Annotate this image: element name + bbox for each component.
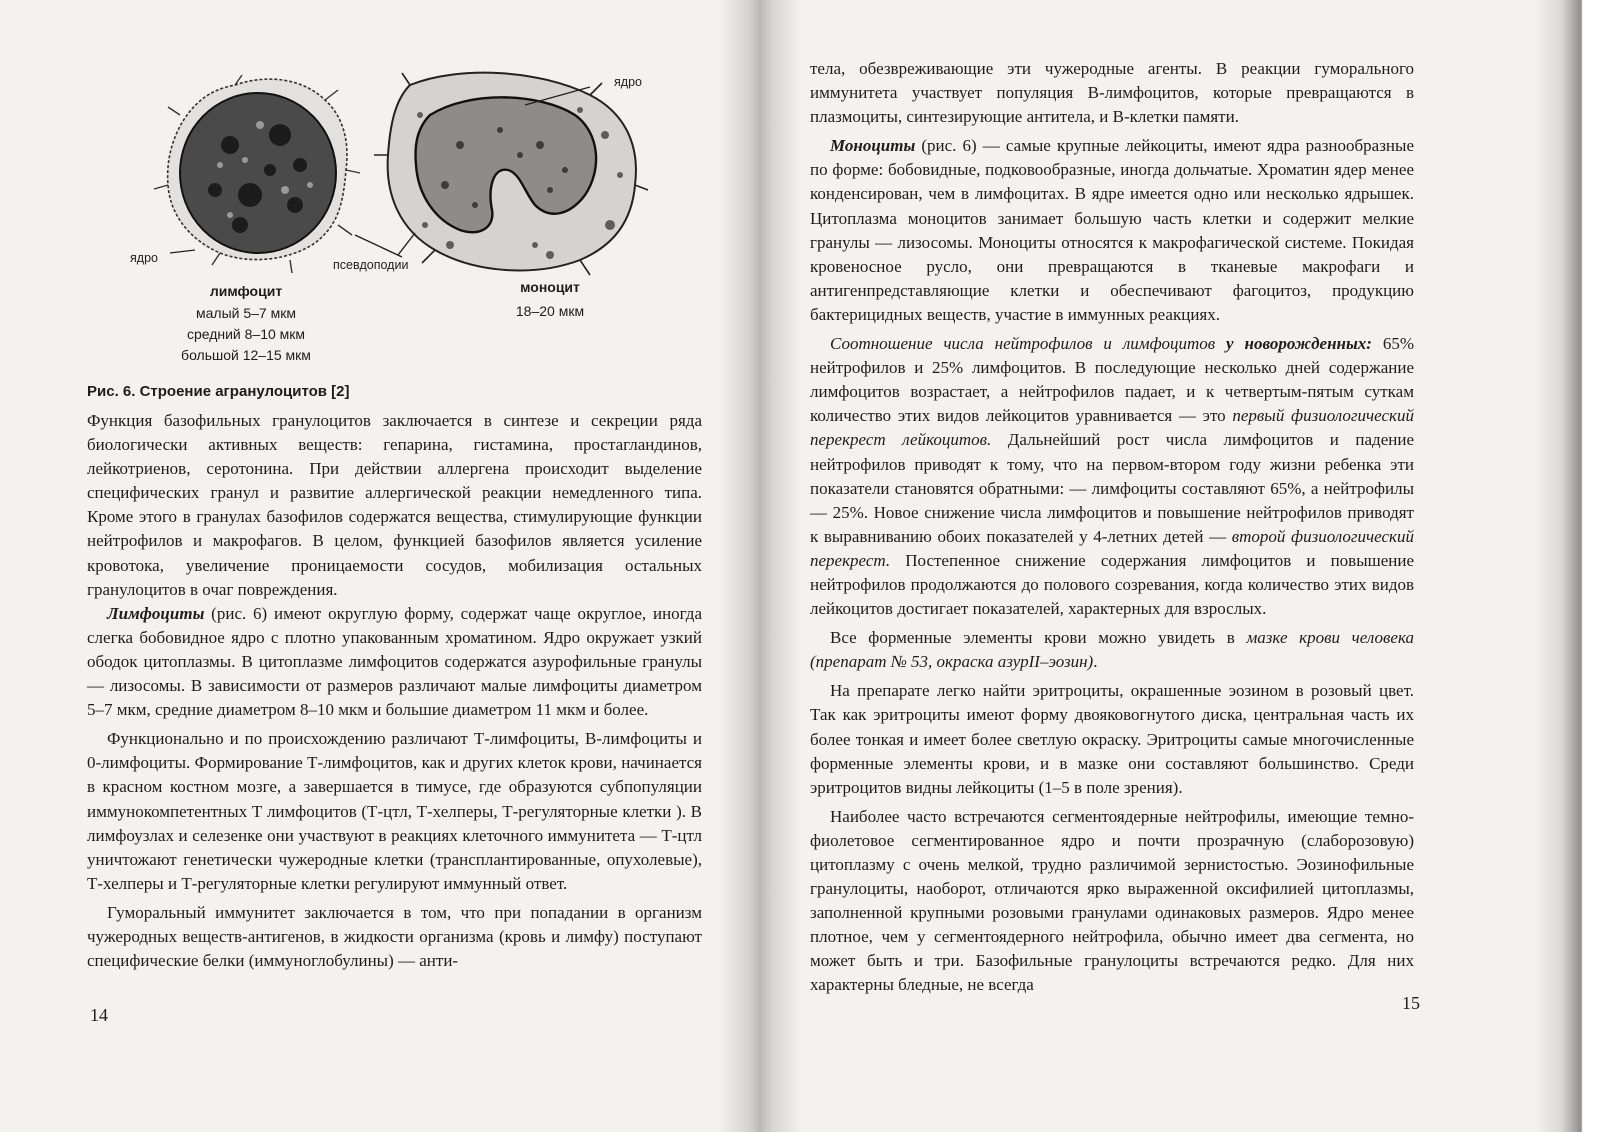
paragraph-text: Дальнейший рост числа лимфоцитов и падение нейтрофилов приводят к тому, что на первом-втором году жизни ребенка эти показатели становятся обратными: — лимфоциты составляют 65%, а нейтрофилы — 25%. Новое снижение числа лимфоцитов и повышение нейтрофилов приводят к выравниванию обоих показателей у 4-летних детей — (810, 430, 1414, 546)
paragraph: тела, обезвреживающие эти чужеродные агенты. В реакции гуморального иммунитета участвует популяция В-лимфоцитов, которые превращаются в плазмоциты, синтезирующие антитела, и В-клетки памяти. (810, 59, 1414, 127)
label-nucleus-lymphocyte: ядро (130, 251, 158, 265)
ratio-heading: Соотношение числа нейтрофилов и лимфоцитов (830, 334, 1216, 354)
label-nucleus-monocyte: ядро (614, 75, 642, 89)
monocyte-name: моноцит (520, 279, 580, 295)
lymphocyte-size-large: большой 12–15 мкм (181, 347, 311, 363)
lymphocyte-name: лимфоцит (209, 283, 283, 299)
paragraph-text: 65% нейтрофилов и 25% лимфоцитов. В последующие несколько дней содержание лимфоцитов возрастает, а нейтрофилов падает, и к четвертым-пятым суткам количество этих видов лейкоцитов уравнивается — это (810, 334, 1414, 426)
paragraph-text: Все форменные элементы крови можно увидеть в (830, 628, 1247, 648)
figure-caption: Рис. 6. Строение агранулоцитов [2] (87, 383, 350, 400)
smear-reference: мазке крови человека (препарат № 53, окраска азурII–эозин) (810, 628, 1414, 672)
label-pseudopodia: псевдоподии (333, 258, 409, 272)
paragraph-text: Постепенное снижение содержания лимфоцитов и повышение нейтрофилов продолжаются до полового созревания, когда количество этих видов лейкоцитов достигает показателей, характерных для взрослых. (810, 550, 1414, 619)
paragraph (810, 332, 1414, 621)
term-monocytes: Моноциты (830, 136, 916, 156)
paragraph: Функционально и по происхождению различают Т-лимфоциты, В-лимфоциты и 0-лимфоциты. Формирование Т-лимфоцитов, как и других клеток крови, начинается в красном костном мозге, а завершается в тимусе, где образуются субпопуляции иммунокомпетентных Т лимфоцитов (Т-цтл, Т-хелперы, Т-регуляторные клетки ). В лимфоузлах и селезенке они участвуют в реакциях клеточного иммунитета — Т-цтл уничтожают генетически чужеродные клетки (трансплантированные, опухолевые), Т-хелперы и Т-регуляторные клетки регулируют иммунный ответ. (87, 729, 702, 893)
book-spine-shadow (720, 0, 800, 1132)
lymphocyte-drawing (154, 75, 360, 273)
page-number-right: 15 (1402, 993, 1420, 1013)
lymphocyte-size-small: малый 5–7 мкм (196, 305, 296, 321)
lymphocyte-sizes (171, 303, 321, 366)
paragraph (810, 626, 1414, 674)
paragraph: На препарате легко найти эритроциты, окрашенные эозином в розовый цвет. Так как эритроциты имеют форму двояковогнутого диска, центральная часть их более тонкая и имеет более светлую окраску. Эритроциты самые многочисленные форменные элементы крови, и в мазке они составляют большинство. Среди эритроцитов видны лейкоциты (1–5 в поле зрения). (810, 681, 1414, 797)
left-page (80, 0, 720, 1132)
first-crossover: первый физиологический перекрест лейкоцитов. (810, 406, 1414, 450)
paragraph-text: . (1093, 652, 1098, 672)
second-crossover: второй физиологический перекрест. (810, 526, 1414, 570)
paragraph-text: (рис. 6) — самые крупные лейкоциты, имеют ядра разнообразные по форме: бобовидные, подковообразные, иногда дольчатые. Хроматин ядер менее конденсирован, чем в лимфоцитах. В ядре имеется одно или несколько ядрышек. Цитоплазма моноцитов занимает большую часть клетки и содержит мелкие гранулы — лизосомы. Моноциты относятся к макрофагической системе. Покидая кровеносное русло, они превращаются в тканевые макрофаги и антигенпредставляющие клетки и обеспечивают фагоцитоз, продукцию бактерицидных веществ, участие в иммунных реакциях. (810, 136, 1414, 324)
left-body-text (87, 409, 702, 973)
page-number-left: 14 (90, 1005, 108, 1025)
paragraph-text: (рис. 6) имеют округлую форму, содержат чаще округлое, иногда слегка бобовидное ядро с плотно упакованным хроматином. Ядро окружает узкий ободок цитоплазмы. В цитоплазме лимфоцитов содержатся азурофильные гранулы — лизосомы. В зависимости от размеров различают малые лимфоциты диаметром 5–7 мкм, средние диаметром 8–10 мкм и большие диаметром 11 мкм и более. (87, 603, 702, 720)
paragraph: Гуморальный иммунитет заключается в том, что при попадании в организм чужеродных веществ-антигенов, в жидкости организма (кровь и лимфу) поступают специфические белки (иммуноглобулины) — анти- (87, 902, 702, 971)
paragraph: Функция базофильных гранулоцитов заключается в синтезе и секреции ряда биологически активных веществ: гепарина, гистамина, простагландинов, лейкотриенов, серотонина. При действии аллергена происходит выделение специфических гранул и развитие аллергической реакции немедленного типа. Кроме этого в гранулах базофилов содержатся вещества, стимулирующие функции нейтрофилов и макрофагов. В целом, функцией базофилов является усиление кровотока, увеличение проницаемости сосудов, мобилизация остальных гранулоцитов в очаг повреждения. (87, 411, 702, 599)
monocyte-drawing (374, 73, 648, 275)
figure-agranulocytes (80, 55, 720, 415)
term-lymphocytes: Лимфоциты (107, 603, 205, 623)
monocyte-size: 18–20 мкм (515, 303, 585, 319)
paragraph: Наиболее часто встречаются сегментоядерные нейтрофилы, имеющие темно-фиолетовое сегментированное ядро и почти прозрачную (слаборозовую) цитоплазму с очень мелкой, трудно различимой зернистостью. Эозинофильные гранулоциты, наоборот, отличаются ярко выраженной оксифилией цитоплазмы, заполненной крупными розовыми гранулами одинаковых размеров. Ядро менее плотное, чем у сегментоядерного нейтрофила, обычно имеет два сегмента, но может быть и три. Базофильные гранулоциты встречаются редко. Для них характерны бледные, не всегда (810, 806, 1414, 995)
right-page (810, 0, 1422, 1132)
right-body-text (810, 57, 1414, 998)
page-edge-shadow (1535, 0, 1601, 1132)
paragraph (810, 134, 1414, 327)
paragraph (87, 602, 702, 722)
ratio-heading-bold: у новорожденных: (1215, 334, 1372, 354)
lymphocyte-size-medium: средний 8–10 мкм (186, 326, 306, 342)
